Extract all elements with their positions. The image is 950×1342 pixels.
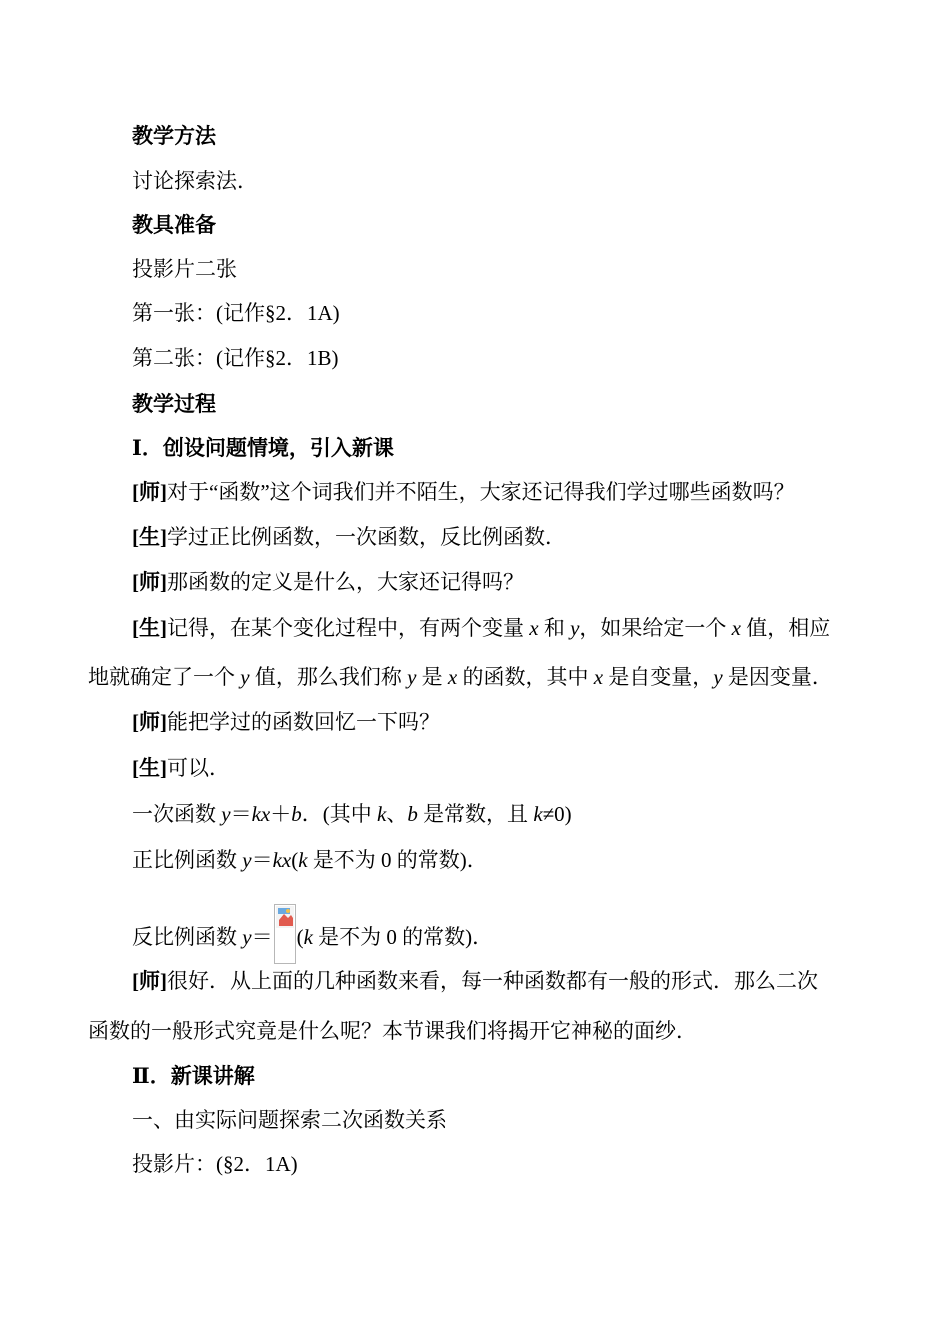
heading-teaching-process: 教学过程: [132, 392, 216, 416]
dialogue-teacher-4-line1: [师]很好．从上面的几种函数来看，每一种函数都有一般的形式．那么二次: [132, 969, 818, 993]
dialogue-student-2-line1: [生]记得，在某个变化过程中，有两个变量 x 和 y，如果给定一个 x 值，相应: [132, 616, 831, 640]
part2-title: Ⅱ．新课讲解: [132, 1064, 255, 1088]
dialogue-teacher-3: [师]能把学过的函数回忆一下吗？: [132, 710, 440, 734]
student-tag: [生]: [132, 756, 167, 780]
heading-teaching-aids: 教具准备: [132, 213, 216, 237]
aids-line-1: 投影片二张: [132, 257, 237, 281]
dialogue-teacher-1: [师]对于“函数”这个词我们并不陌生，大家还记得我们学过哪些函数吗？: [132, 480, 795, 504]
subsection-1: 一、由实际问题探索二次函数关系: [132, 1108, 447, 1132]
teacher-tag: [师]: [132, 710, 167, 734]
heading-teaching-method: 教学方法: [132, 124, 216, 148]
projection-ref: 投影片：(§2．1A): [132, 1152, 298, 1176]
dialogue-student-1: [生]学过正比例函数，一次函数，反比例函数．: [132, 525, 566, 549]
teaching-method-text: 讨论探索法．: [132, 169, 258, 193]
part1-title: Ⅰ．创设问题情境，引入新课: [132, 436, 394, 460]
dialogue-student-3: [生]可以．: [132, 756, 230, 780]
student-tag: [生]: [132, 616, 167, 640]
student-tag: [生]: [132, 525, 167, 549]
teacher-tag: [师]: [132, 969, 167, 993]
formula-inverse-function: 反比例函数 y＝ (k 是不为 0 的常数)．: [132, 904, 493, 964]
dialogue-teacher-4-line2: 函数的一般形式究竟是什么呢？本节课我们将揭开它神秘的面纱．: [88, 1019, 697, 1043]
aids-line-2: 第一张：(记作§2．1A): [132, 301, 340, 325]
dialogue-teacher-2: [师]那函数的定义是什么，大家还记得吗？: [132, 570, 524, 594]
teacher-tag: [师]: [132, 570, 167, 594]
broken-image-icon: [274, 904, 296, 964]
formula-proportional-function: 正比例函数 y＝kx(k 是不为 0 的常数)．: [132, 848, 488, 872]
dialogue-student-2-line2: 地就确定了一个 y 值，那么我们称 y 是 x 的函数，其中 x 是自变量，y 是因变量．: [88, 665, 833, 689]
teacher-tag: [师]: [132, 480, 167, 504]
aids-line-3: 第二张：(记作§2．1B): [132, 346, 339, 370]
formula-linear-function: 一次函数 y＝kx＋b．(其中 k、b 是常数，且 k≠0): [132, 802, 572, 826]
